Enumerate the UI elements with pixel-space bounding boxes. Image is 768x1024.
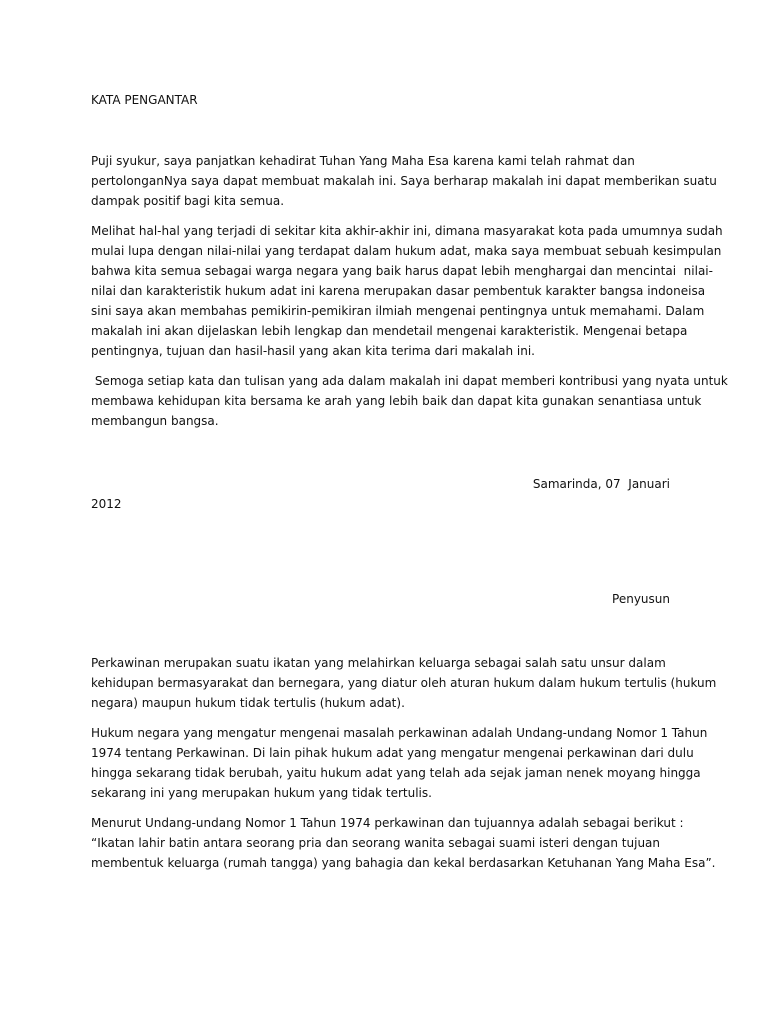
text-line: mulai lupa dengan nilai-nilai yang terdapat dalam hukum adat, maka saya membuat sebuah kesimpulan bbox=[91, 244, 722, 258]
text-line: Melihat hal-hal yang terjadi di sekitar kita akhir-akhir ini, dimana masyarakat kota pada umumnya sudah bbox=[91, 224, 723, 238]
document-heading: KATA PENGANTAR bbox=[91, 93, 198, 107]
text-line: bahwa kita semua sebagai warga negara yang baik harus dapat lebih menghargai dan mencintai nilai- bbox=[91, 264, 713, 278]
text-line: sekarang ini yang merupakan hukum yang tidak tertulis. bbox=[91, 786, 432, 800]
text-line: membangun bangsa. bbox=[91, 414, 219, 428]
text-line: Perkawinan merupakan suatu ikatan yang melahirkan keluarga sebagai salah satu unsur dalam bbox=[91, 656, 666, 670]
text-line: “Ikatan lahir batin antara seorang pria dan seorang wanita sebagai suami isteri dengan tujuan bbox=[91, 836, 661, 850]
text-line: sini saya akan membahas pemikirin-pemikiran ilmiah mengenai pentingnya untuk memahami. Dalam bbox=[91, 304, 705, 318]
text-line: Hukum negara yang mengatur mengenai masalah perkawinan adalah Undang-undang Nomor 1 Tahun bbox=[91, 726, 708, 740]
text-line: membawa kehidupan kita bersama ke arah yang lebih baik dan dapat kita gunakan senantiasa untuk bbox=[91, 394, 702, 408]
author-label: Penyusun bbox=[612, 592, 670, 606]
text-line: pertolonganNya saya dapat membuat makalah ini. Saya berharap makalah ini dapat memberikan suatu bbox=[91, 174, 717, 188]
text-line: membentuk keluarga (rumah tangga) yang bahagia dan kekal berdasarkan Ketuhanan Yang Maha Esa”. bbox=[91, 856, 716, 870]
text-line: makalah ini akan dijelaskan lebih lengkap dan mendetail mengenai karakteristik. Mengenai betapa bbox=[91, 324, 688, 338]
text-line: negara) maupun hukum tidak tertulis (hukum adat). bbox=[91, 696, 405, 710]
text-line: Semoga setiap kata dan tulisan yang ada dalam makalah ini dapat memberi kontribusi yang nyata untuk bbox=[91, 374, 728, 388]
text-line: kehidupan bermasyarakat dan bernegara, yang diatur oleh aturan hukum dalam hukum tertulis (hukum bbox=[91, 676, 717, 690]
text-line: 1974 tentang Perkawinan. Di lain pihak hukum adat yang mengatur mengenai perkawinan dari dulu bbox=[91, 746, 694, 760]
year: 2012 bbox=[91, 497, 122, 511]
text-line: hingga sekarang tidak berubah, yaitu hukum adat yang telah ada sejak jaman nenek moyang hingga bbox=[91, 766, 701, 780]
text-line: Puji syukur, saya panjatkan kehadirat Tuhan Yang Maha Esa karena kami telah rahmat dan bbox=[91, 154, 635, 168]
place-date: Samarinda, 07 Januari bbox=[532, 477, 670, 491]
text-line: nilai dan karakteristik hukum adat ini karena merupakan dasar pembentuk karakter bangsa indoneisa bbox=[91, 284, 706, 298]
text-line: Menurut Undang-undang Nomor 1 Tahun 1974 perkawinan dan tujuannya adalah sebagai berikut : bbox=[91, 816, 684, 830]
text-line: dampak positif bagi kita semua. bbox=[91, 194, 285, 208]
text-line: pentingnya, tujuan dan hasil-hasil yang akan kita terima dari makalah ini. bbox=[91, 344, 535, 358]
